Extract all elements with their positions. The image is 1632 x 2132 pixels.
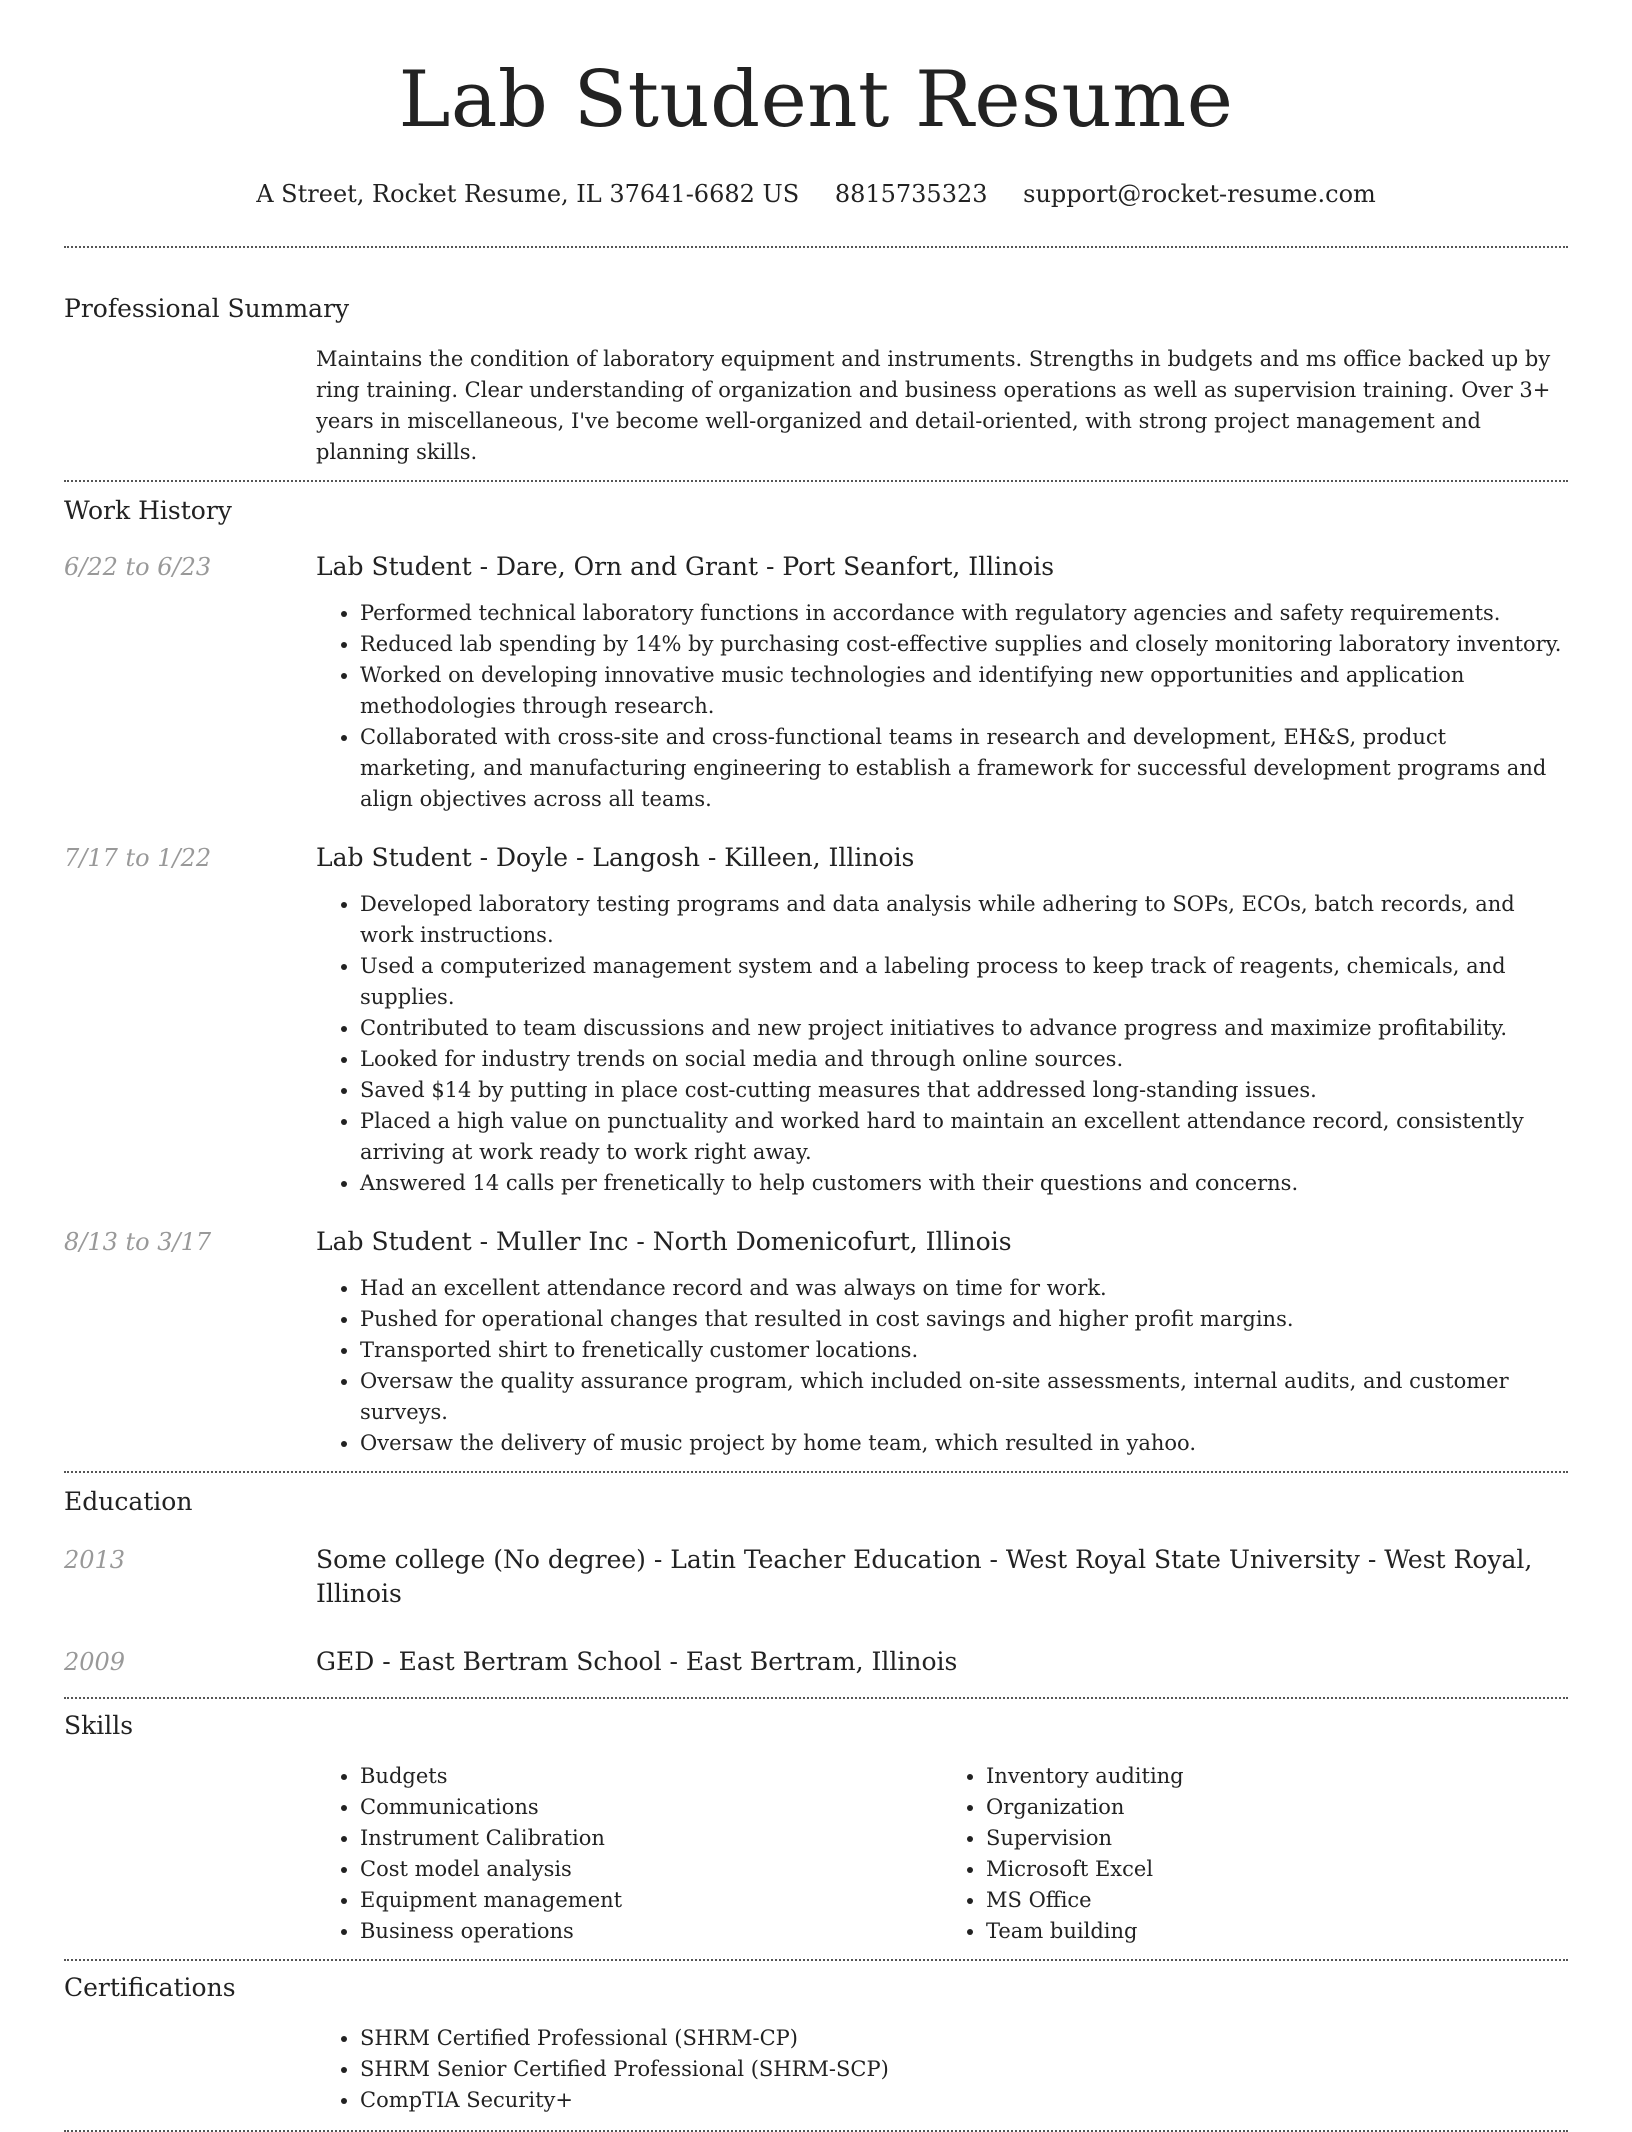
job-dates: 7/17 to 1/22 — [64, 844, 212, 872]
list-item: • Supervision — [986, 1823, 1568, 1854]
job-bullets — [316, 889, 1568, 1199]
skills-list-right — [942, 1761, 1568, 1947]
list-item: • Answered 14 calls per frenetically to help customers with their questions and concerns. — [360, 1168, 1568, 1199]
list-item: • Reduced lab spending by 14% by purchasing cost-effective supplies and closely monitoring laboratory inventory. — [360, 629, 1568, 660]
divider — [64, 1959, 1568, 1961]
section-title-skills: Skills — [64, 1711, 134, 1740]
list-item: • Organization — [986, 1792, 1568, 1823]
education-section — [64, 1485, 1568, 1679]
education-text: GED - East Bertram School - East Bertram, Illinois — [316, 1647, 958, 1676]
resume-name: Lab Student Resume — [398, 55, 1234, 145]
certifications-section — [64, 1971, 1568, 2116]
job-heading: Lab Student - Doyle - Langosh - Killeen, Illinois — [316, 843, 915, 872]
section-title-summary: Professional Summary — [64, 294, 350, 323]
job-heading: Lab Student - Dare, Orn and Grant - Port Seanfort, Illinois — [316, 552, 1055, 581]
section-title-certifications: Certifications — [64, 1973, 236, 2002]
job-bullets — [316, 1273, 1568, 1459]
job-heading: Lab Student - Muller Inc - North Domenicofurt, Illinois — [316, 1227, 1012, 1256]
list-item: • Communications — [360, 1792, 942, 1823]
education-text: Some college (No degree) - Latin Teacher Education - West Royal State University - West Royal, Illinois — [316, 1545, 1533, 1608]
list-item: • Team building — [986, 1916, 1568, 1947]
divider — [64, 1697, 1568, 1699]
list-item: • Placed a high value on punctuality and worked hard to maintain an excellent attendance record, consistently arriving at work ready to work right away. — [360, 1106, 1568, 1168]
list-item: • Contributed to team discussions and new project initiatives to advance progress and maximize profitability. — [360, 1013, 1568, 1044]
job-dates: 6/22 to 6/23 — [64, 553, 212, 581]
skills-section — [64, 1709, 1568, 1947]
list-item: • Business operations — [360, 1916, 942, 1947]
contact-phone: 8815735323 — [834, 180, 988, 208]
list-item: • CompTIA Security+ — [360, 2085, 1568, 2116]
skills-columns — [64, 1761, 1568, 1947]
list-item: • Oversaw the quality assurance program, which included on-site assessments, internal audits, and customer surveys. — [360, 1366, 1568, 1428]
summary-section — [64, 292, 1568, 468]
section-title-work: Work History — [64, 496, 232, 525]
certifications-list — [316, 2023, 1568, 2116]
job-entry — [64, 550, 1568, 815]
list-item: • Oversaw the delivery of music project by home team, which resulted in yahoo. — [360, 1428, 1568, 1459]
list-item: • Inventory auditing — [986, 1761, 1568, 1792]
list-item: • Pushed for operational changes that resulted in cost savings and higher profit margins. — [360, 1304, 1568, 1335]
job-dates: 8/13 to 3/17 — [64, 1228, 212, 1256]
summary-text: Maintains the condition of laboratory equipment and instruments. Strengths in budgets and ms office backed up by ring training. Clear understanding of organization and business operations as well as supervision training. Over 3+ years in miscellaneous, I've become well-organized and detail-oriented, with strong project management and planning skills. — [316, 347, 1551, 464]
list-item: • Instrument Calibration — [360, 1823, 942, 1854]
list-item: • Looked for industry trends on social media and through online sources. — [360, 1044, 1568, 1075]
work-history-section — [64, 494, 1568, 1459]
contact-address: A Street, Rocket Resume, IL 37641-6682 US — [256, 180, 800, 208]
contact-email: support@rocket-resume.com — [1023, 180, 1376, 208]
list-item: • Used a computerized management system and a labeling process to keep track of reagents, chemicals, and supplies. — [360, 951, 1568, 1013]
list-item: • Worked on developing innovative music technologies and identifying new opportunities and application methodologies through research. — [360, 660, 1568, 722]
job-entry — [64, 841, 1568, 1199]
education-year: 2013 — [64, 1546, 126, 1574]
list-item: • Had an excellent attendance record and was always on time for work. — [360, 1273, 1568, 1304]
divider — [64, 1471, 1568, 1473]
education-year: 2009 — [64, 1648, 126, 1676]
list-item: • SHRM Certified Professional (SHRM-CP) — [360, 2023, 1568, 2054]
list-item: • MS Office — [986, 1885, 1568, 1916]
list-item: • Microsoft Excel — [986, 1854, 1568, 1885]
list-item: • Equipment management — [360, 1885, 942, 1916]
list-item: • Developed laboratory testing programs and data analysis while adhering to SOPs, ECOs, batch records, and work instructions. — [360, 889, 1568, 951]
contact-line — [64, 178, 1568, 210]
list-item: • Transported shirt to frenetically customer locations. — [360, 1335, 1568, 1366]
section-title-education: Education — [64, 1487, 193, 1516]
list-item: • Budgets — [360, 1761, 942, 1792]
education-entry — [64, 1543, 1568, 1611]
list-item: • Collaborated with cross-site and cross-functional teams in research and development, EH&S, product marketing, and manufacturing engineering to establish a framework for successful development programs and align objectives across all teams. — [360, 722, 1568, 815]
list-item: • SHRM Senior Certified Professional (SHRM-SCP) — [360, 2054, 1568, 2085]
list-item: • Cost model analysis — [360, 1854, 942, 1885]
education-entry — [64, 1645, 1568, 1679]
list-item: • Performed technical laboratory functions in accordance with regulatory agencies and safety requirements. — [360, 598, 1568, 629]
divider — [64, 480, 1568, 482]
skills-list-left — [316, 1761, 942, 1947]
divider — [64, 246, 1568, 248]
job-entry — [64, 1225, 1568, 1459]
job-bullets — [316, 598, 1568, 815]
list-item: • Saved $14 by putting in place cost-cutting measures that addressed long-standing issues. — [360, 1075, 1568, 1106]
